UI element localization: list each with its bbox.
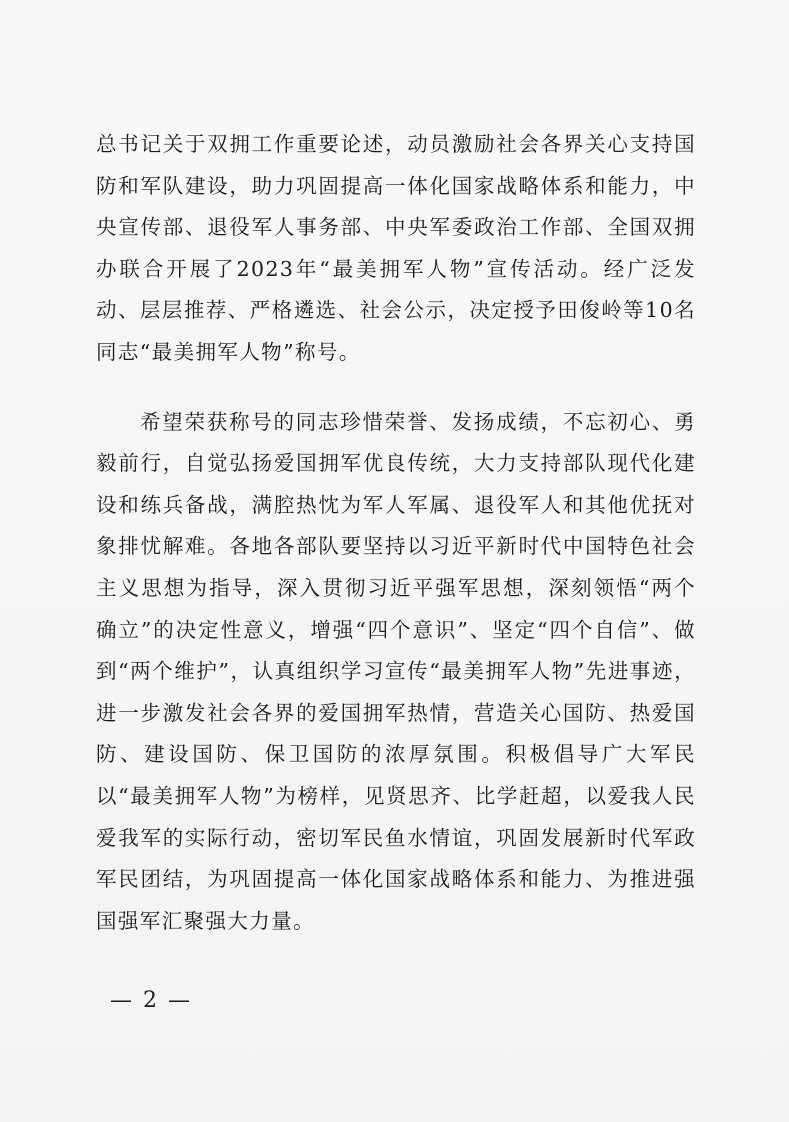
document-body	[96, 124, 696, 942]
paragraph-gap	[96, 374, 696, 402]
page-number: — 2 —	[110, 988, 192, 1013]
paragraph-1: 总书记关于双拥工作重要论述，动员激励社会各界关心支持国防和军队建设，助力巩固提高一体化国家战略体系和能力，中央宣传部、退役军人事务部、中央军委政治工作部、全国双拥办联合开展了2023年“最美拥军人物”宣传活动。经广泛发动、层层推荐、严格遴选、社会公示，决定授予田俊岭等10名同志“最美拥军人物”称号。	[96, 132, 696, 364]
paragraph-2: 希望荣获称号的同志珍惜荣誉、发扬成绩，不忘初心、勇毅前行，自觉弘扬爱国拥军优良传统，大力支持部队现代化建设和练兵备战，满腔热忱为军人军属、退役军人和其他优抚对象排忧解难。各地各部队要坚持以习近平新时代中国特色社会主义思想为指导，深入贯彻习近平强军思想，深刻领悟“两个确立”的决定性意义，增强“四个意识”、坚定“四个自信”、做到“两个维护”，认真组织学习宣传“最美拥军人物”先进事迹，进一步激发社会各界的爱国拥军热情，营造关心国防、热爱国防、建设国防、保卫国防的浓厚氛围。积极倡导广大军民以“最美拥军人物”为榜样，见贤思齐、比学赶超，以爱我人民爱我军的实际行动，密切军民鱼水情谊，巩固发展新时代军政军民团结，为巩固提高一体化国家战略体系和能力、为推进强国强军汇聚强大力量。	[96, 409, 696, 933]
